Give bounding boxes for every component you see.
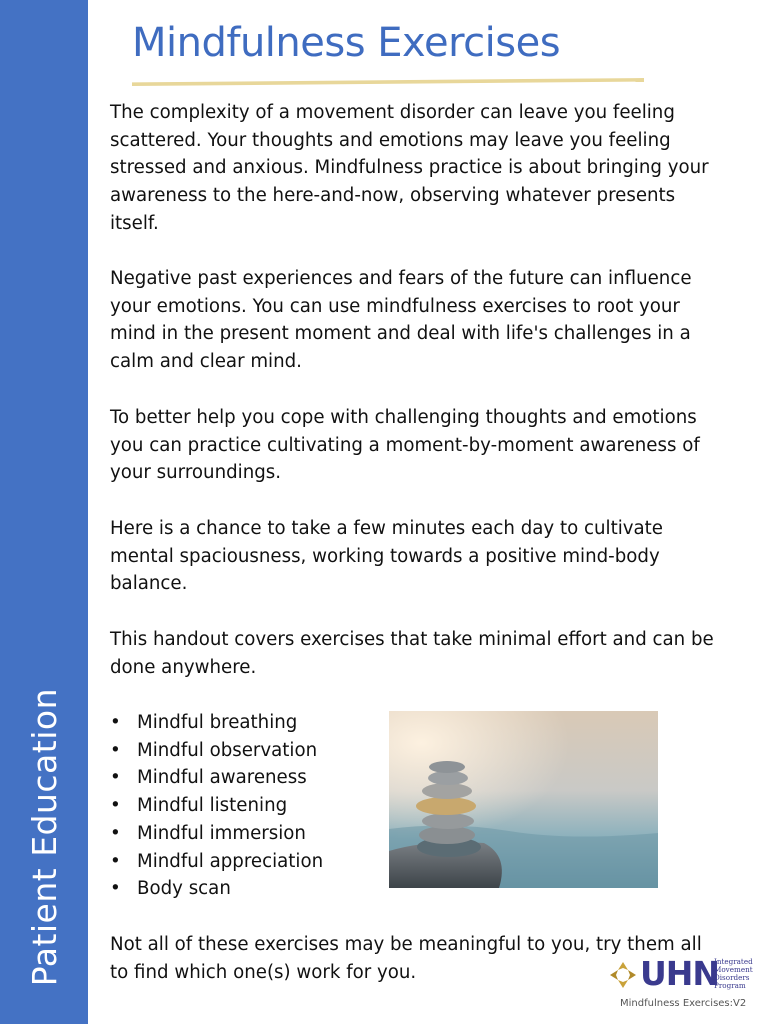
list-item (110, 709, 380, 737)
uhn-emblem-icon (606, 958, 640, 992)
exercise-list (110, 709, 380, 903)
bullet-icon: • (110, 739, 121, 761)
exercise-label: Mindful awareness (137, 767, 307, 789)
list-item (110, 848, 380, 876)
exercise-label: Mindful listening (137, 795, 288, 817)
document-version: Mindfulness Exercises:V2 (620, 998, 747, 1009)
intro-paragraph: The complexity of a movement disorder can leave you feeling scattered. Your thoughts and emotions may leave you feeling stressed and anxious. Mindfulness practice is about bringing your awareness to the here-and-now, observing whatever presents itself. (110, 102, 709, 234)
title-underline (132, 78, 644, 86)
bullet-icon: • (110, 850, 121, 872)
handout-paragraph: This handout covers exercises that take minimal effort and can be done anywhere. (110, 629, 714, 678)
stacked-stones-icon (389, 711, 658, 888)
sidebar-label: Patient Education (24, 687, 64, 986)
list-item (110, 875, 380, 903)
bullet-icon: • (110, 878, 121, 900)
list-item (110, 737, 380, 765)
logo-subtitle-line: Integrated (714, 957, 753, 966)
uhn-logo (606, 954, 752, 994)
logo-wordmark: UHN (640, 954, 720, 993)
exercise-label: Mindful appreciation (137, 850, 324, 872)
list-item (110, 764, 380, 792)
page-title: Mindfulness Exercises (132, 20, 561, 66)
logo-subtitle-line: Disorders (714, 973, 750, 982)
bullet-icon: • (110, 712, 121, 733)
stacked-stones-photo (389, 711, 658, 888)
logo-subtitle-line: Program (714, 981, 746, 990)
logo-subtitle-line: Movement (714, 965, 753, 974)
bullet-icon: • (110, 767, 121, 789)
emotions-paragraph: Negative past experiences and fears of the future can influence your emotions. You can use mindfulness exercises to root your mind in the present moment and deal with life's challenges in a calm and clear mind. (110, 268, 692, 373)
exercise-label: Mindful immersion (137, 822, 306, 844)
bullet-icon: • (110, 795, 121, 817)
exercise-label: Mindful observation (137, 739, 318, 761)
bullet-icon: • (110, 822, 121, 844)
daily-practice-paragraph: Here is a chance to take a few minutes each day to cultivate mental spaciousness, working towards a positive mind-body balance. (110, 518, 663, 595)
sidebar-label-container (0, 0, 88, 1024)
exercise-label: Body scan (137, 878, 231, 900)
list-item (110, 792, 380, 820)
list-item (110, 820, 380, 848)
cope-paragraph: To better help you cope with challenging thoughts and emotions you can practice cultivating a moment-by-moment awareness of your surroundings. (110, 407, 700, 484)
closing-paragraph: Not all of these exercises may be meaningful to you, try them all to find which one(s) work for you. (110, 934, 702, 983)
exercise-label: Mindful breathing (137, 712, 298, 733)
logo-subtitle (714, 958, 758, 990)
